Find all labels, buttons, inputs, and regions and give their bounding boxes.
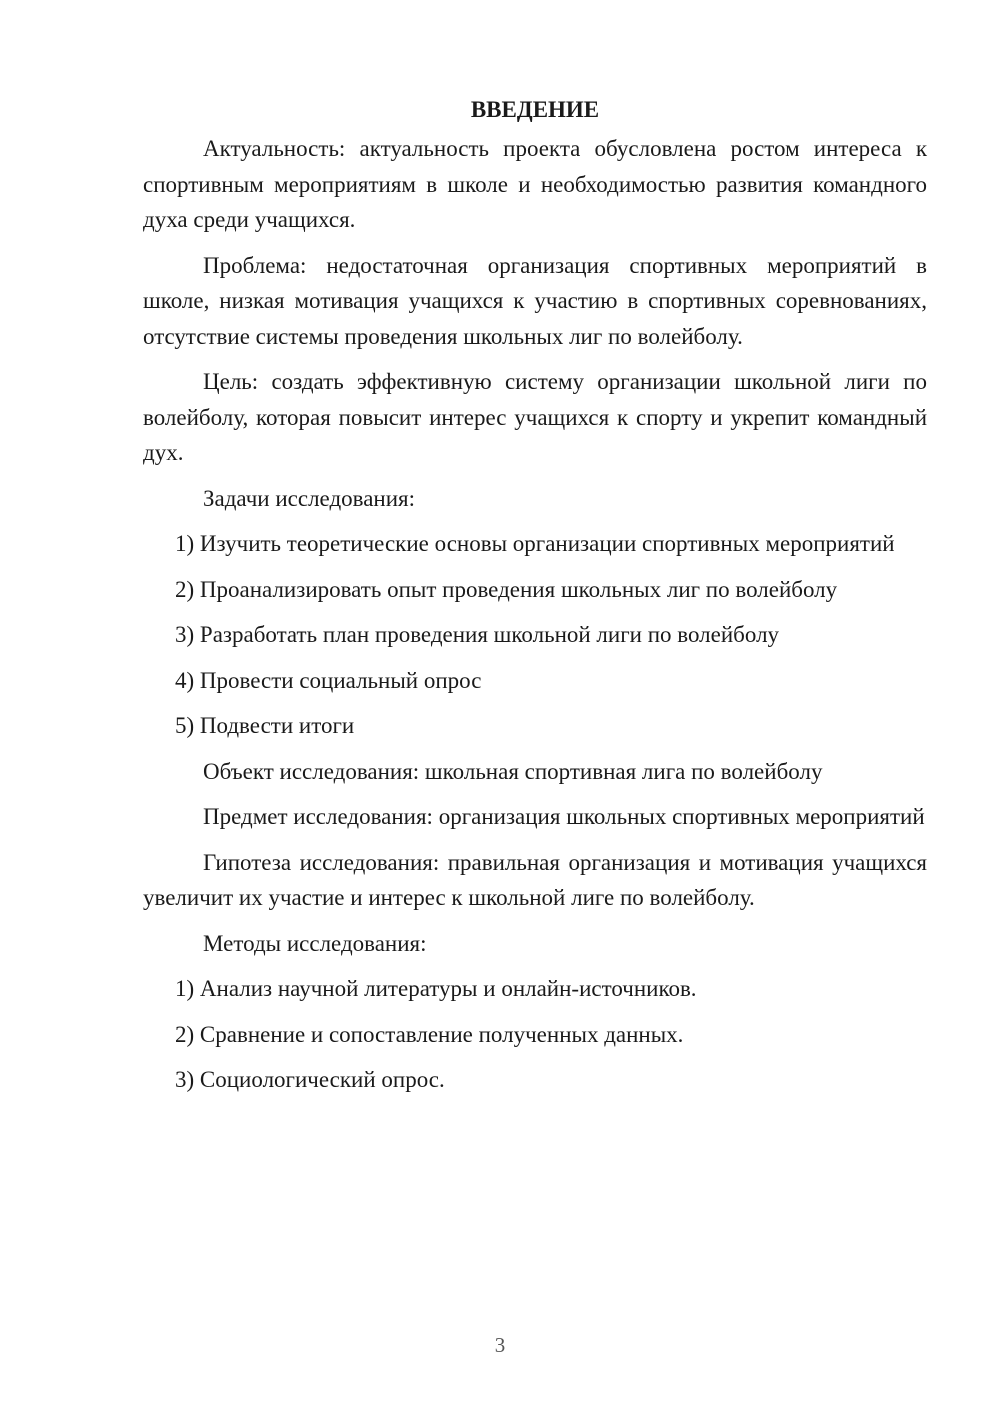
research-subject: Предмет исследования: организация школьных спортивных мероприятий — [203, 804, 925, 829]
research-hypothesis: Гипотеза исследования: правильная организация и мотивация учащихся увеличит их участие и интерес к школьной лиге по волейболу. — [143, 849, 927, 910]
method-item-1: 1) Анализ научной литературы и онлайн-источников. — [175, 976, 697, 1001]
task-item-1: 1) Изучить теоретические основы организации спортивных мероприятий — [175, 531, 895, 556]
document-body — [143, 92, 927, 1098]
task-item-4: 4) Провести социальный опрос — [175, 667, 482, 693]
page-number: 3 — [494, 1333, 506, 1357]
task-item-5: 5) Подвести итоги — [175, 713, 355, 738]
section-title: ВВЕДЕНИЕ — [470, 97, 600, 122]
tasks-heading: Задачи исследования: — [203, 485, 416, 511]
task-item-2: 2) Проанализировать опыт проведения школьных лиг по волейболу — [175, 576, 838, 602]
problem-paragraph: Проблема: недостаточная организация спортивных мероприятий в школе, низкая мотивация учащихся к участию в спортивных соревнованиях, отсутствие системы проведения школьных лиг по волейболу. — [143, 252, 927, 349]
method-item-3: 3) Социологический опрос. — [175, 1067, 445, 1092]
method-item-2: 2) Сравнение и сопоставление полученных данных. — [175, 1021, 684, 1047]
goal-paragraph: Цель: создать эффективную систему организации школьной лиги по волейболу, которая повысит интерес учащихся к спорту и укрепит командный дух. — [143, 369, 927, 465]
methods-heading: Методы исследования: — [203, 930, 427, 956]
relevance-paragraph: Актуальность: актуальность проекта обусловлена ростом интереса к спортивным мероприятиям в школе и необходимостью развития командного духа среди учащихся. — [143, 136, 927, 232]
task-item-3: 3) Разработать план проведения школьной лиги по волейболу — [175, 622, 780, 647]
research-object: Объект исследования: школьная спортивная лига по волейболу — [203, 758, 823, 784]
